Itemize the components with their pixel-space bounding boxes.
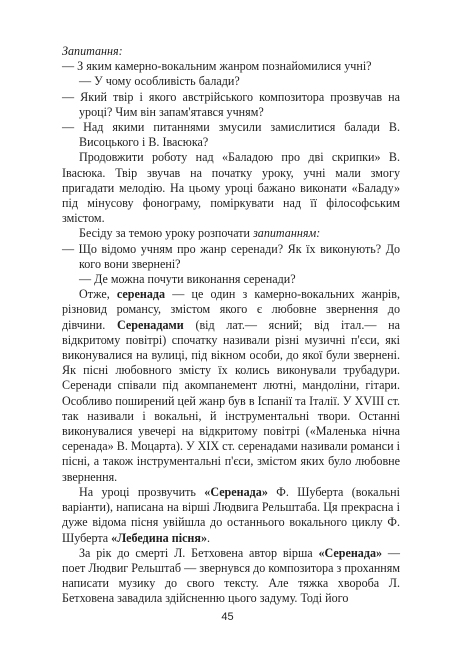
question-4: — Над якими питаннями змусили замислитися балади В. Висоцького і В. Івасюка? xyxy=(62,120,400,150)
questions-heading: Запитання: xyxy=(62,44,123,58)
text-segment: (від лат.— ясний; від італ.— на відкритому повітрі) спочатку називали різні музичні п'єси, які виконувалися на вулиці, під вікном особи, до якої були звернені. Як пісні любовного змісту їх колись виконували трубадури. Серенади співали під акомпанемент лютні, мандоліни, гітари. Особливо поширений цей жанр був в Іспанії та Італії. У XVIII ст. так називали і вокальні, й інструментальні твори. Останні виконувалися увечері на відкритому повітрі («Маленька нічна серенада» В. Моцарта). У XIX ст. серенадами називали романси і пісні, а також інструментальні п'єси, змістом яких було любовне звернення. xyxy=(62,317,400,484)
text-segment: На уроці прозвучить xyxy=(79,484,205,499)
text-segment: — поет Людвиг Рельштаб — звернувся до композитора з проханням написати музику до свого тексту. Але тяжка хвороба Л. Бетховена завадила здійсненню цього задуму. Тоді його xyxy=(62,545,400,606)
paragraph-conversation xyxy=(62,226,400,241)
paragraph-serenade-definition xyxy=(62,287,400,485)
text-segment: Ф. Шуберта (вокальні варіанти), написана на вірші Людвига Рельштаба. Ця прекрасна і дуже відома пісня увійшла до останнього вокального циклу Ф. Шуберта xyxy=(62,484,400,545)
question-2: — У чому особливість балади? xyxy=(79,74,240,89)
term-serenades: Серенадами xyxy=(117,317,184,332)
title-swan-song: «Лебедина пісня» xyxy=(111,530,207,545)
term-serenade: серенада xyxy=(116,287,166,302)
conversation-italic: запитанням: xyxy=(253,226,321,241)
paragraph-schubert xyxy=(62,485,400,546)
title-serenade: «Серенада» xyxy=(204,484,268,499)
page-number: 45 xyxy=(221,611,234,623)
question-6: — Де можна почути виконання серенади? xyxy=(79,272,296,287)
text-segment: Отже, xyxy=(79,287,117,302)
text-segment: — це один з камерно-вокальних жанрів, різновид романсу, змістом якого є любовне звернення до дівчини. xyxy=(62,287,400,332)
title-serenade-poem: «Серенада» xyxy=(318,545,383,560)
text-segment: . xyxy=(207,530,211,545)
text-segment: За рік до смерті Л. Бетховена автор вірша xyxy=(79,545,319,560)
paragraph-beethoven xyxy=(62,546,400,607)
paragraph-ballad: Продовжити роботу над «Баладою про дві скрипки» В. Івасюка. Твір звучав на початку уроку, учні мали змогу пригадати мелодію. На цьому уроці бажано виконати «Баладу» під мінусову фонограму, поміркувати над її філософським змістом. xyxy=(62,150,400,226)
question-5: — Що відомо учням про жанр серенади? Як їх виконують? До кого вони звернені? xyxy=(62,241,400,271)
page-text xyxy=(62,44,400,607)
question-1: — З яким камерно-вокальним жанром познайомилися учні? xyxy=(62,59,372,74)
question-3: — Який твір і якого австрійського композитора прозвучав на уроці? Чим він запам'ятався учням? xyxy=(62,89,400,119)
conversation-text: Бесіду за темою уроку розпочати xyxy=(79,226,254,241)
